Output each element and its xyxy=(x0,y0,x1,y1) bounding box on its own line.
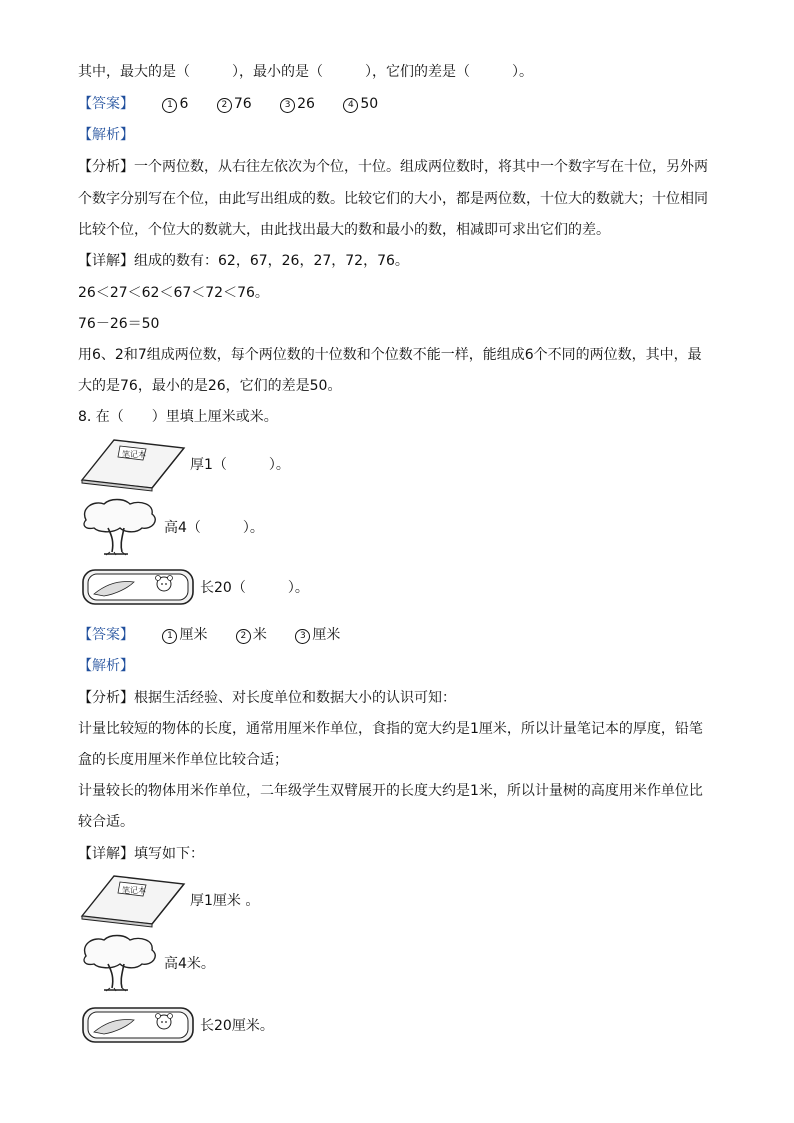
q8-xiangjie-line1: 【详解】填写如下： xyxy=(78,846,204,862)
fenxi-label: 【分析】 xyxy=(78,690,134,706)
answer-3: 3 26 xyxy=(280,94,315,114)
pencil-case-icon xyxy=(80,1004,196,1046)
fenxi-label: 【分析】 xyxy=(78,159,134,175)
q7-tail: 其中，最大的是（ ），最小的是（ ），它们的差是（ ）。 xyxy=(78,64,533,80)
q8-jiexi-label: 【解析】 xyxy=(78,658,134,674)
q8-item-tree xyxy=(80,498,264,556)
tree-icon xyxy=(80,934,160,992)
q8-fenxi-line4: 计量较长的物体用米作单位，二年级学生双臂展开的长度大约是1米，所以计量树的高度用米作单位比 xyxy=(78,783,703,799)
xiangjie-label: 【详解】 xyxy=(78,846,134,862)
q8-fenxi-line1: 【分析】根据生活经验、对长度单位和数据大小的认识可知： xyxy=(78,690,456,706)
answer-1: 1 6 xyxy=(162,94,188,114)
notebook-icon xyxy=(80,436,186,492)
answer-1: 1 厘米 xyxy=(162,625,207,645)
answer-3: 3 厘米 xyxy=(295,625,340,645)
answer-label: 【答案】 xyxy=(78,627,134,643)
q8-filled-tree xyxy=(80,934,215,992)
q7-xiangjie-line3: 76－26＝50 xyxy=(78,316,160,332)
q8-title: 8. 在（ ）里填上厘米或米。 xyxy=(78,409,278,425)
q8-item-pencil-case xyxy=(80,566,309,608)
answer-2: 2 76 xyxy=(217,94,252,114)
svg-text:笔记本: 笔记本 xyxy=(122,450,146,459)
q8-filled-notebook xyxy=(80,872,259,928)
q7-fenxi-line1: 【分析】一个两位数，从右往左依次为个位，十位。组成两位数时，将其中一个数字写在十位，另外两 xyxy=(78,159,708,175)
q7-fenxi-line3: 比较个位，个位大的数就大，由此找出最大的数和最小的数，相减即可求出它们的差。 xyxy=(78,222,610,238)
q8-filled-pencil-case-text: 长20厘米。 xyxy=(200,1018,274,1034)
notebook-icon xyxy=(80,872,186,928)
q7-answer xyxy=(78,94,378,114)
q7-xiangjie-line2: 26＜27＜62＜67＜72＜76。 xyxy=(78,285,269,301)
pencil-case-icon xyxy=(80,566,196,608)
q8-notebook-text: 厚1（ ）。 xyxy=(190,457,290,473)
q8-tree-text: 高4（ ）。 xyxy=(164,520,264,536)
q8-pencil-case-text: 长20（ ）。 xyxy=(200,580,309,596)
tree-icon xyxy=(80,498,160,556)
q8-fenxi-line5: 较合适。 xyxy=(78,814,134,830)
q8-filled-pencil-case xyxy=(80,1004,274,1046)
q8-fenxi-line3: 盒的长度用厘米作单位比较合适； xyxy=(78,752,288,768)
q7-xiangjie-line4: 用6、2和7组成两位数，每个两位数的十位数和个位数不能一样，能组成6个不同的两位数，其中，最 xyxy=(78,347,702,363)
answer-label: 【答案】 xyxy=(78,96,134,112)
q8-filled-notebook-text: 厚1厘米 。 xyxy=(190,893,260,909)
xiangjie-label: 【详解】 xyxy=(78,253,134,269)
svg-text:笔记本: 笔记本 xyxy=(122,886,146,895)
q7-xiangjie-line5: 大的是76，最小的是26，它们的差是50。 xyxy=(78,378,342,394)
answer-4: 4 50 xyxy=(343,94,378,114)
answer-2: 2 米 xyxy=(236,625,267,645)
q7-xiangjie-line1: 【详解】组成的数有：62，67，26，27，72，76。 xyxy=(78,253,409,269)
q7-fenxi-line2: 个数字分别写在个位，由此写出组成的数。比较它们的大小，都是两位数，十位大的数就大；十位相同 xyxy=(78,191,708,207)
q7-jiexi-label: 【解析】 xyxy=(78,127,134,143)
q8-answer xyxy=(78,625,340,645)
q8-item-notebook xyxy=(80,436,290,492)
q8-fenxi-line2: 计量比较短的物体的长度，通常用厘米作单位，食指的宽大约是1厘米，所以计量笔记本的厚度，铅笔 xyxy=(78,721,703,737)
q8-filled-tree-text: 高4米。 xyxy=(164,956,215,972)
